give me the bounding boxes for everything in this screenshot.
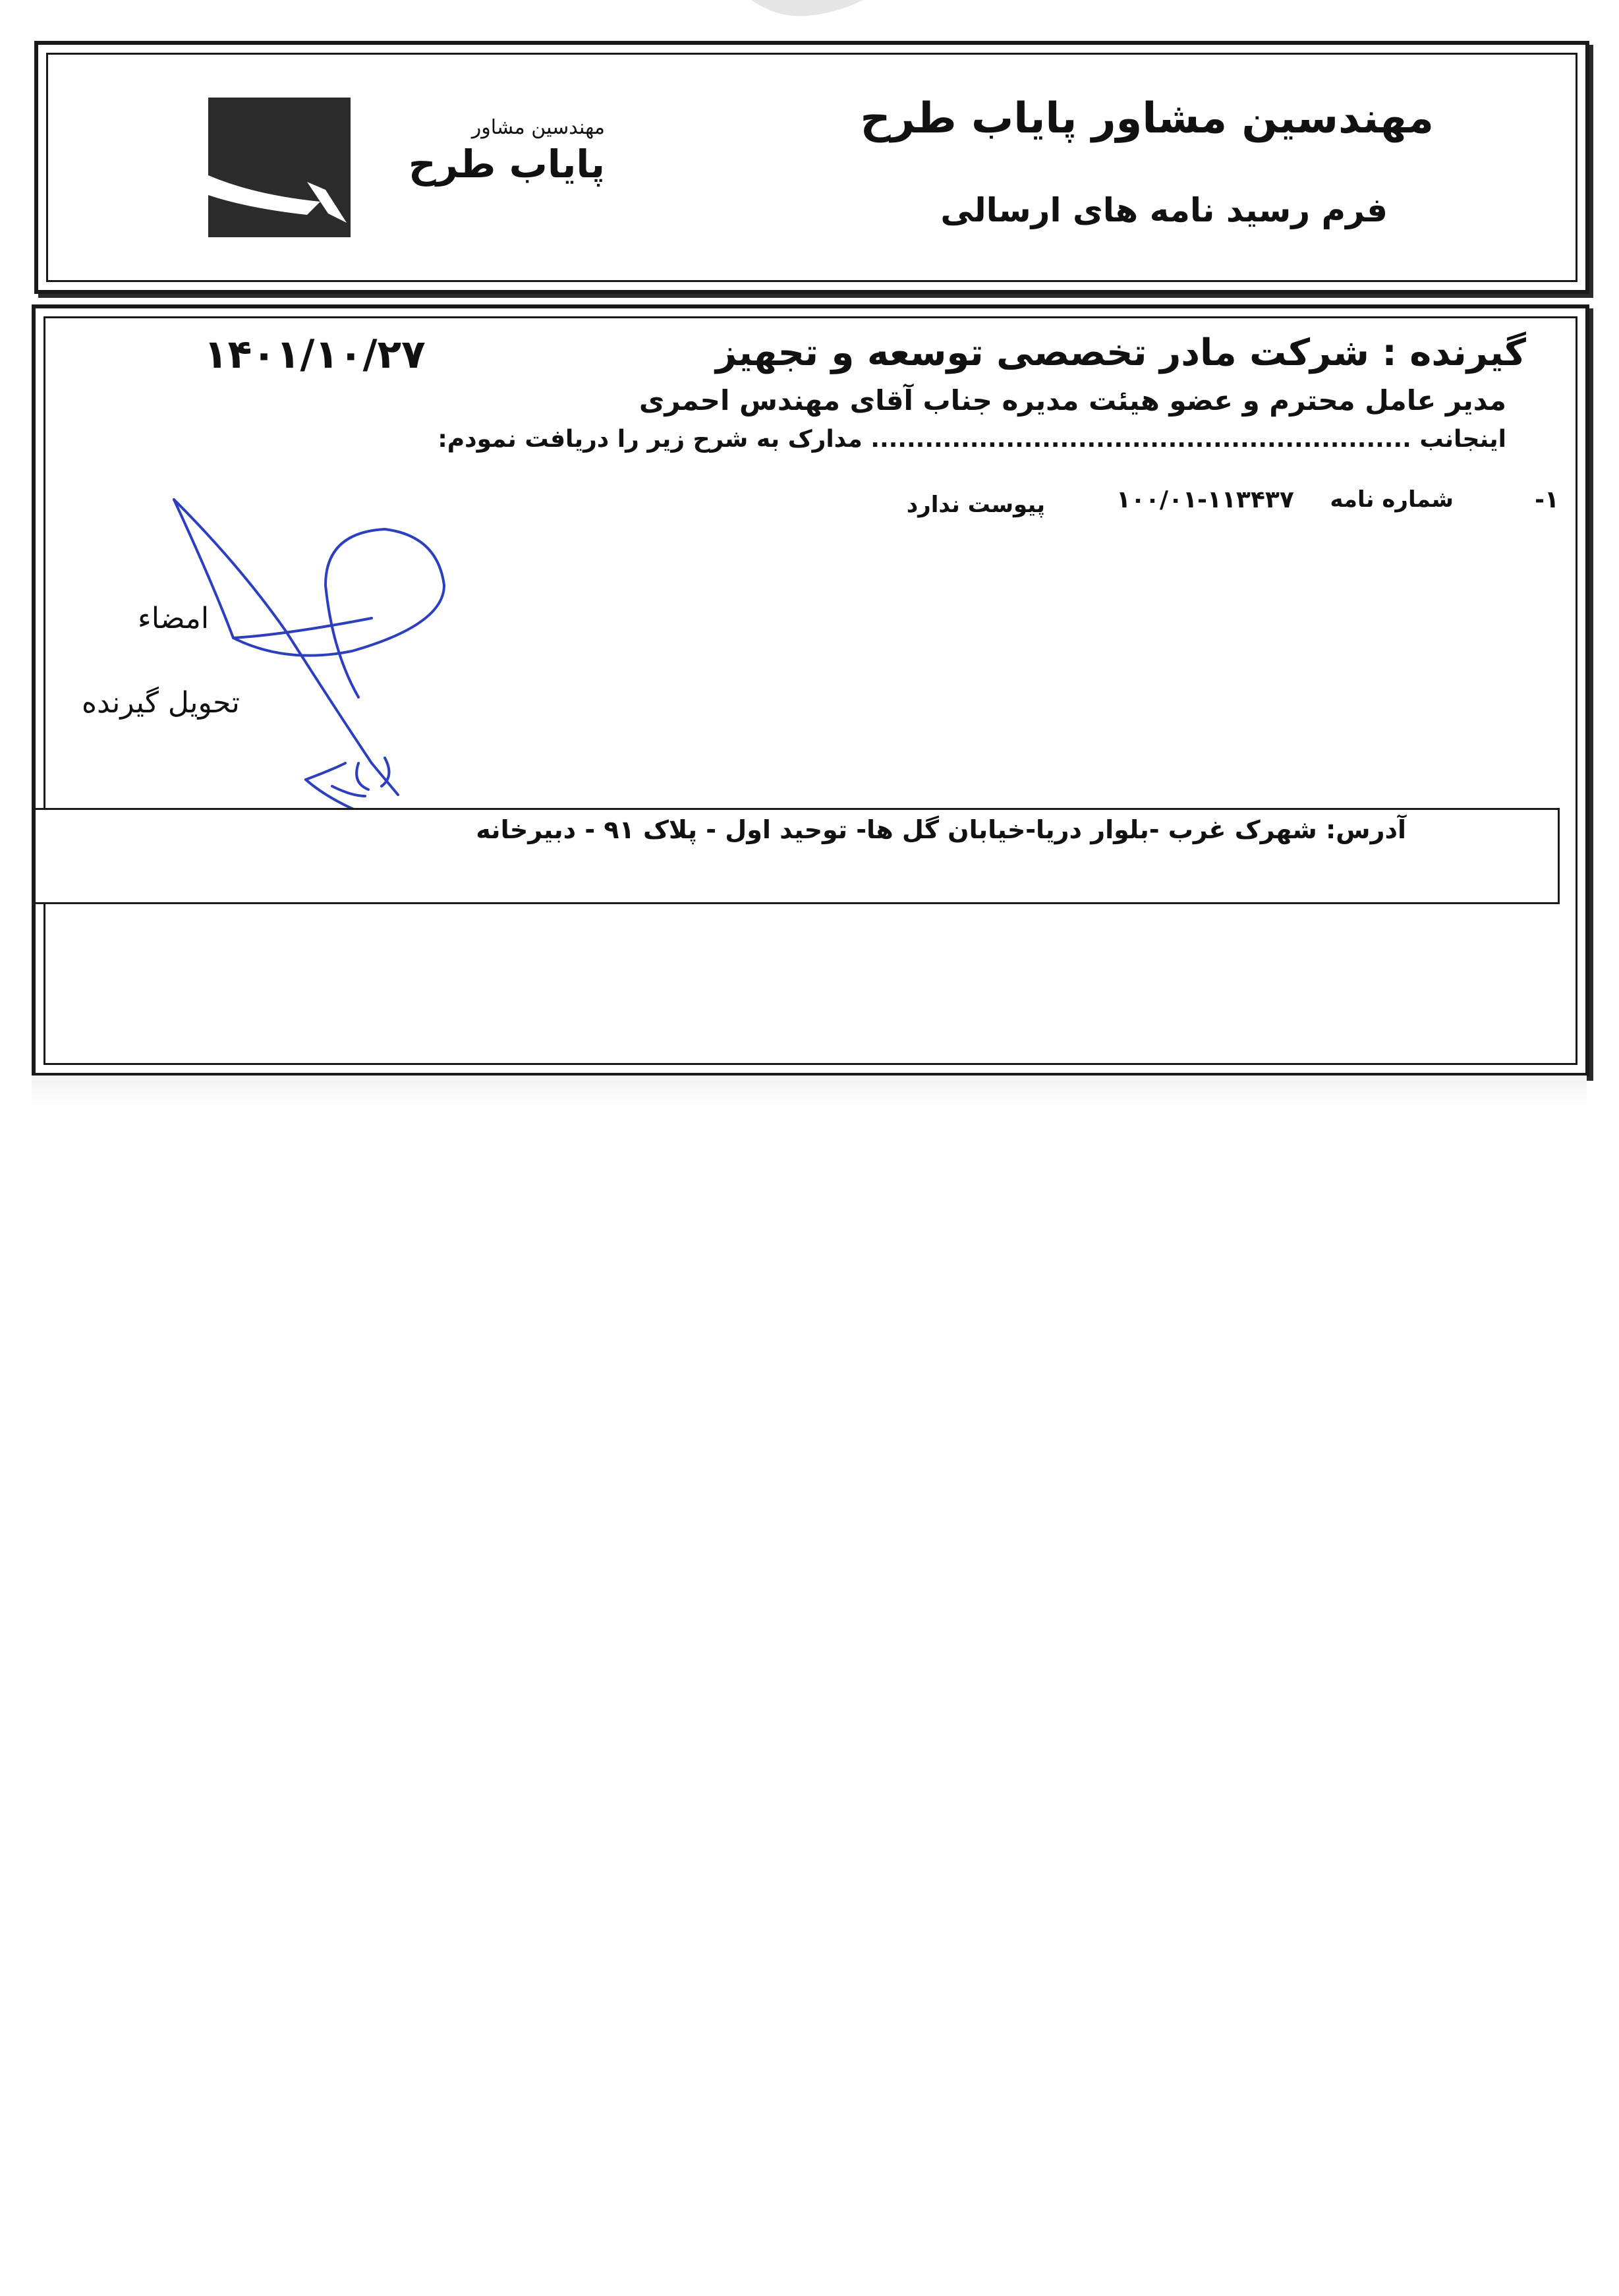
header-box (34, 41, 1589, 294)
firm-title: مهندسین مشاور پایاب طرح (860, 94, 1434, 143)
signature-label: امضاء (138, 602, 210, 635)
logo-big-text: پایاب طرح (408, 142, 605, 187)
receipt-body-box (32, 304, 1589, 1077)
logo-icon (208, 98, 351, 237)
letter-number-value: ۱۰۰/۰۱-۱۱۳۴۳۷ (1116, 486, 1294, 513)
address-line: آدرس: شهرک غرب -بلوار دریا-خیابان گل ها- توحید اول - پلاک ۹۱ - دبیرخانه (476, 815, 1406, 844)
form-title: فرم رسید نامه های ارسالی (940, 191, 1388, 229)
torn-edge-mark (751, 0, 863, 20)
address-box (36, 808, 1560, 904)
delivery-recipient-label: تحویل گیرنده (82, 686, 240, 720)
item-number: ۱- (1535, 486, 1559, 513)
logo-text (368, 115, 605, 187)
recipient-line: گیرنده : شرکت مادر تخصصی توسعه و تجهیز (715, 331, 1526, 374)
scan-edge-shadow (32, 1076, 1587, 1108)
letter-number-label: شماره نامه (1330, 486, 1454, 513)
handwritten-signature (134, 486, 503, 829)
receipt-intro-line: اینجانب ............................................................ مدارک به شرح زیر را دریافت نمودم: (438, 426, 1506, 453)
addressee-line: مدیر عامل محترم و عضو هیئت مدیره جناب آقای مهندس احمری (639, 384, 1506, 416)
attachment-status: پیوست ندارد (906, 492, 1045, 518)
logo-small-text: مهندسین مشاور (471, 116, 605, 139)
receipt-date: ۱۴۰۱/۱۰/۲۷ (204, 331, 426, 378)
